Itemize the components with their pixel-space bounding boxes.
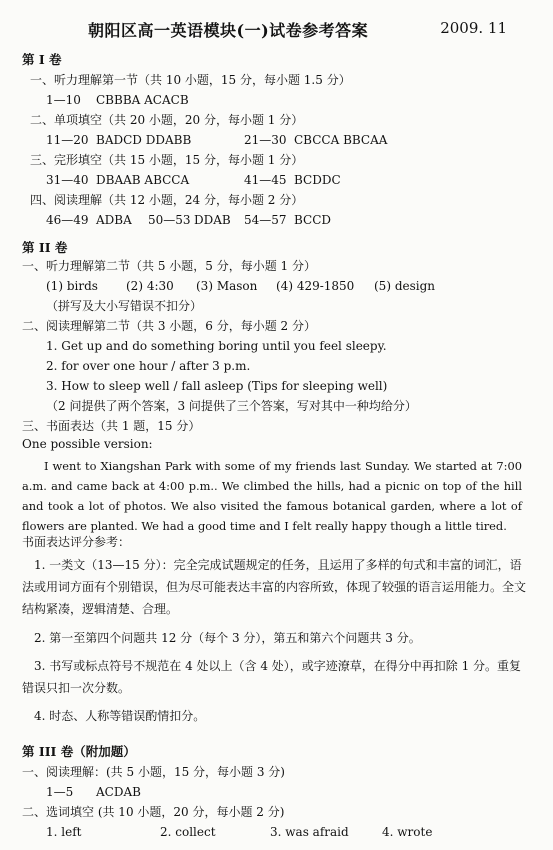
page-title: 朝阳区高一英语模块(一)试卷参考答案 [88,21,369,40]
choice-range-1: 11—20 [46,133,89,147]
header [88,18,513,42]
reading2-note: （2 问提供了两个答案，3 问提供了三个答案，写对其中一种均给分） [46,399,417,413]
choice-answers-2: CBCCA BBCAA [294,133,388,147]
reading-range-2: 50—53 [148,213,191,227]
listening2-answer-1: (1) birds [46,279,98,293]
listening1-range: 1—10 [46,93,81,107]
vocab-answer-4: 4. wrote [382,825,433,839]
vocab-answer-1: 1. left [46,825,82,839]
reading-range-1: 46—49 [46,213,89,227]
reading3-range: 1—5 [46,785,74,799]
choice-range-2: 21—30 [244,133,287,147]
cloze-range-1: 31—40 [46,173,89,187]
part2-label: 第 II 卷 [22,240,68,255]
listening2-note: （拼写及大小写错误不扣分） [46,299,203,313]
reading2-answer-1: 1. Get up and do something boring until you feel sleepy. [46,339,387,353]
criteria-item-1 [22,554,532,620]
criteria-item-3-text: 3. 书写或标点符号不规范在 4 处以上（含 4 处），或字迹潦草，在得分中再扣除 1 分。重复错误只扣一次分数。 [22,659,522,695]
vocab-heading: 二、选词填空 (共 10 小题，20 分，每小题 2 分) [22,805,285,819]
writing-intro: One possible version: [22,437,153,451]
listening1-answers: CBBBA ACACB [96,93,189,107]
vocab-answer-2: 2. collect [160,825,216,839]
listening2-answer-4: (4) 429-1850 [276,279,355,293]
writing-sample-paragraph [22,456,522,536]
criteria-item-4 [22,705,532,727]
choice-answers-1: BADCD DDABB [96,133,192,147]
reading-range-3: 54—57 [244,213,287,227]
vocab-answer-3: 3. was afraid [270,825,349,839]
reading-heading: 四、阅读理解（共 12 小题，24 分，每小题 2 分） [30,193,304,207]
reading-answers-1: ADBA [96,213,132,227]
choice-heading: 二、单项填空（共 20 小题，20 分，每小题 1 分） [30,113,304,127]
cloze-range-2: 41—45 [244,173,287,187]
exam-date: 2009. 11 [440,19,507,37]
writing-heading: 三、书面表达（共 1 题，15 分） [22,419,201,433]
reading-answers-2: DDAB [194,213,231,227]
criteria-item-1-text: 1. 一类文（13—15 分）：完全完成试题规定的任务，且运用了多样的句式和丰富的词汇，语法或用词方面有个别错误，但为尽可能表达丰富的内容所致，体现了较强的语言运用能力。全文结构紧凑，逻辑清楚、合理。 [22,558,527,616]
reading-answers-3: BCCD [294,213,332,227]
reading3-heading: 一、阅读理解：(共 5 小题，15 分，每小题 3 分) [22,765,285,779]
part1-label: 第 I 卷 [22,52,62,67]
reading2-heading: 二、阅读理解第二节（共 3 小题，6 分，每小题 2 分） [22,319,316,333]
criteria-item-2 [22,627,532,649]
reading2-answer-3: 3. How to sleep well / fall asleep (Tips for sleeping well) [46,379,388,393]
cloze-answers-2: BCDDC [294,173,341,187]
reading3-answers: ACDAB [96,785,141,799]
criteria-item-2-text: 2. 第一至第四个问题共 12 分（每个 3 分），第五和第六个问题共 3 分。 [34,631,421,645]
listening2-answer-2: (2) 4:30 [126,279,174,293]
listening2-heading: 一、听力理解第二节（共 5 小题，5 分，每小题 1 分） [22,259,316,273]
listening1-heading: 一、听力理解第一节（共 10 小题，15 分，每小题 1.5 分） [30,73,351,87]
part3-label: 第 III 卷（附加题） [22,744,136,759]
criteria-item-3 [22,655,532,699]
listening2-answer-5: (5) design [374,279,436,293]
cloze-heading: 三、完形填空（共 15 小题，15 分，每小题 1 分） [30,153,304,167]
criteria-item-4-text: 4. 时态、人称等错误酌情扣分。 [34,709,206,723]
criteria-heading: 书面表达评分参考： [22,535,131,549]
listening2-answer-3: (3) Mason [196,279,258,293]
cloze-answers-1: DBAAB ABCCA [96,173,190,187]
writing-sample-text: I went to Xiangshan Park with some of my friends last Sunday. We started at 7:00 a.m. and came back at 4:00 p.m.. We climbed the hills, had a picnic on top of the hill and took a lot of photos. We also visited the famous botanical garden, where a lot of flowers are planted. We had a good time and I felt really happy though a little tired. [22,459,522,533]
reading2-answer-2: 2. for over one hour / after 3 p.m. [46,359,251,373]
